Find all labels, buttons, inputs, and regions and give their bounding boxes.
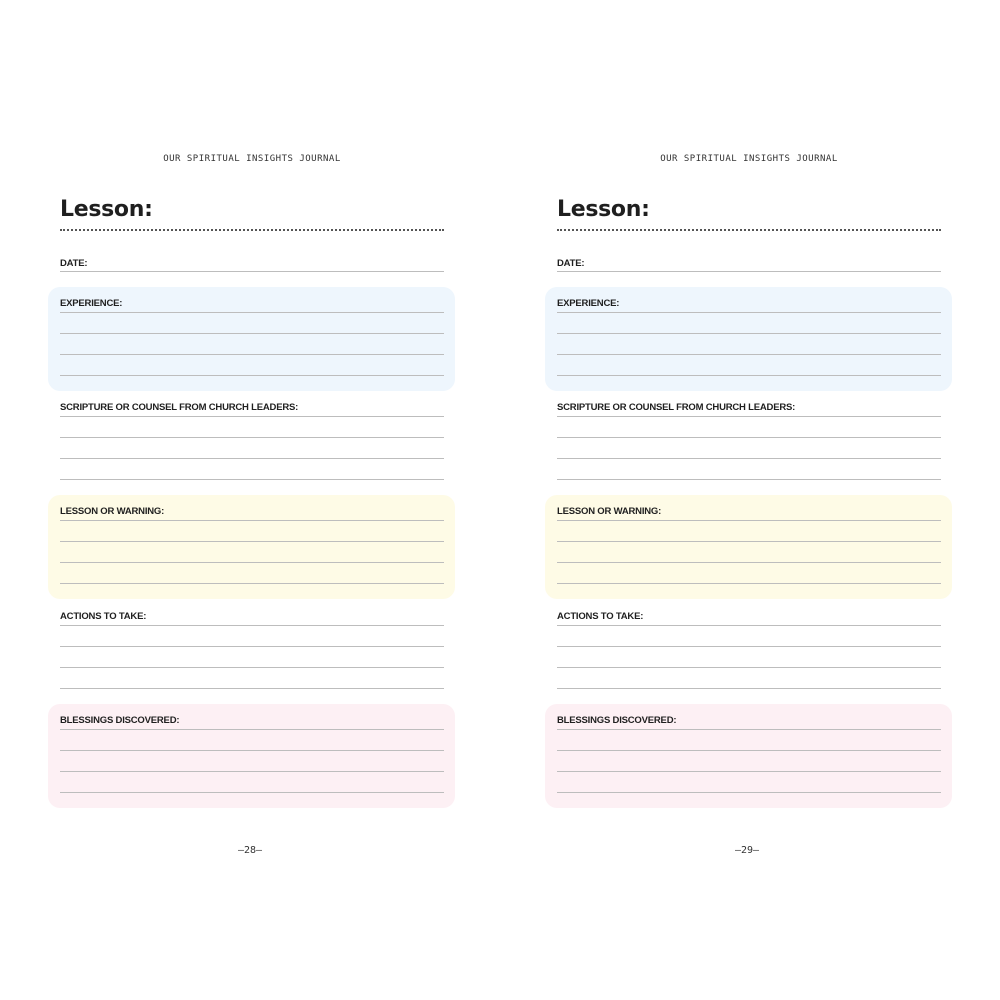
experience-line[interactable] xyxy=(60,312,444,313)
lesson-title: Lesson: xyxy=(557,197,650,222)
experience-line[interactable] xyxy=(557,354,941,355)
blessings-line[interactable] xyxy=(60,729,444,730)
date-line[interactable] xyxy=(60,271,444,272)
actions-label: ACTIONS TO TAKE: xyxy=(557,611,644,622)
actions-line[interactable] xyxy=(60,688,444,689)
scripture-label: SCRIPTURE OR COUNSEL FROM CHURCH LEADERS: xyxy=(557,402,796,413)
experience-label: EXPERIENCE: xyxy=(557,298,620,309)
lesson-warning-line[interactable] xyxy=(60,583,444,584)
scripture-line[interactable] xyxy=(557,479,941,480)
lesson-title-dotted-line[interactable] xyxy=(557,229,941,231)
lesson-warning-label: LESSON OR WARNING: xyxy=(60,506,165,517)
lesson-warning-line[interactable] xyxy=(60,562,444,563)
blessings-line[interactable] xyxy=(557,792,941,793)
scripture-line[interactable] xyxy=(557,458,941,459)
experience-line[interactable] xyxy=(60,333,444,334)
lesson-warning-line[interactable] xyxy=(557,583,941,584)
lesson-title-dotted-line[interactable] xyxy=(60,229,444,231)
scripture-line[interactable] xyxy=(557,416,941,417)
lesson-warning-label: LESSON OR WARNING: xyxy=(557,506,662,517)
actions-line[interactable] xyxy=(557,625,941,626)
page-number: —28— xyxy=(237,845,263,856)
scripture-line[interactable] xyxy=(60,458,444,459)
journal-page-right xyxy=(497,0,997,1000)
experience-line[interactable] xyxy=(60,375,444,376)
experience-label: EXPERIENCE: xyxy=(60,298,123,309)
lesson-warning-line[interactable] xyxy=(557,562,941,563)
date-label: DATE: xyxy=(60,258,88,269)
scripture-line[interactable] xyxy=(60,479,444,480)
blessings-line[interactable] xyxy=(557,729,941,730)
scripture-line[interactable] xyxy=(60,416,444,417)
lesson-warning-line[interactable] xyxy=(60,520,444,521)
blessings-label: BLESSINGS DISCOVERED: xyxy=(557,715,677,726)
blessings-line[interactable] xyxy=(60,771,444,772)
actions-label: ACTIONS TO TAKE: xyxy=(60,611,147,622)
lesson-warning-line[interactable] xyxy=(557,541,941,542)
lesson-title: Lesson: xyxy=(60,197,153,222)
scripture-label: SCRIPTURE OR COUNSEL FROM CHURCH LEADERS: xyxy=(60,402,299,413)
lesson-warning-line[interactable] xyxy=(557,520,941,521)
page-number: —29— xyxy=(734,845,760,856)
experience-line[interactable] xyxy=(557,375,941,376)
actions-line[interactable] xyxy=(60,667,444,668)
blessings-line[interactable] xyxy=(60,792,444,793)
experience-line[interactable] xyxy=(60,354,444,355)
actions-line[interactable] xyxy=(557,667,941,668)
blessings-line[interactable] xyxy=(60,750,444,751)
experience-line[interactable] xyxy=(557,333,941,334)
scripture-line[interactable] xyxy=(60,437,444,438)
scripture-line[interactable] xyxy=(557,437,941,438)
blessings-line[interactable] xyxy=(557,771,941,772)
lesson-warning-line[interactable] xyxy=(60,541,444,542)
actions-line[interactable] xyxy=(557,646,941,647)
actions-line[interactable] xyxy=(60,625,444,626)
running-head: OUR SPIRITUAL INSIGHTS JOURNAL xyxy=(660,154,838,164)
actions-line[interactable] xyxy=(60,646,444,647)
actions-line[interactable] xyxy=(557,688,941,689)
experience-line[interactable] xyxy=(557,312,941,313)
date-line[interactable] xyxy=(557,271,941,272)
running-head: OUR SPIRITUAL INSIGHTS JOURNAL xyxy=(163,154,341,164)
date-label: DATE: xyxy=(557,258,585,269)
blessings-label: BLESSINGS DISCOVERED: xyxy=(60,715,180,726)
blessings-line[interactable] xyxy=(557,750,941,751)
